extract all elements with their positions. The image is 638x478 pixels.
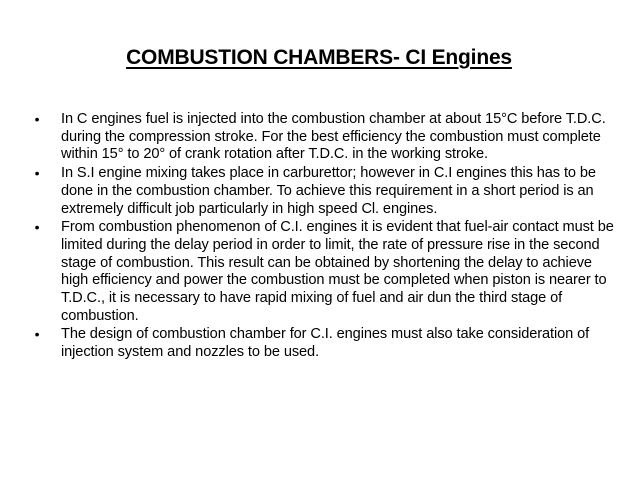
bullet-item [30,165,614,218]
bullet-text: The design of combustion chamber for C.I. engines must also take consideration of injection system and nozzles to be used. [61,326,590,361]
bullet-dot-icon: • [34,165,40,182]
slide-title: COMBUSTION CHAMBERS- CI Engines [126,46,512,69]
bullet-text: In S.I engine mixing takes place in carburettor; however in C.I engines this has to be done in the combustion chamber. To achieve this requirement in a short period is an extremely difficult job particularly in high speed Cl. engines. [61,165,596,217]
bullet-dot-icon: • [34,219,40,236]
bullet-list [30,111,614,363]
bullet-text: From combustion phenomenon of C.I. engines it is evident that fuel-air contact must be limited during the delay period in order to limit, the rate of pressure rise in the second stage of combustion. This result can be obtained by shortening the delay to achieve high efficiency and power the combustion must be completed when piston is nearer to T.D.C., it is necessary to have rapid mixing of fuel and air dun the third stage of combustion. [61,219,614,324]
bullet-item [30,326,614,361]
bullet-text: In C engines fuel is injected into the combustion chamber at about 15°C before T.D.C. during the compression stroke. For the best efficiency the combustion must complete within 15° to 20° of crank rotation after T.D.C. in the working stroke. [61,111,606,163]
bullet-item [30,219,614,325]
bullet-item [30,111,614,164]
bullet-dot-icon: • [34,111,40,127]
bullet-dot-icon: • [34,326,40,343]
